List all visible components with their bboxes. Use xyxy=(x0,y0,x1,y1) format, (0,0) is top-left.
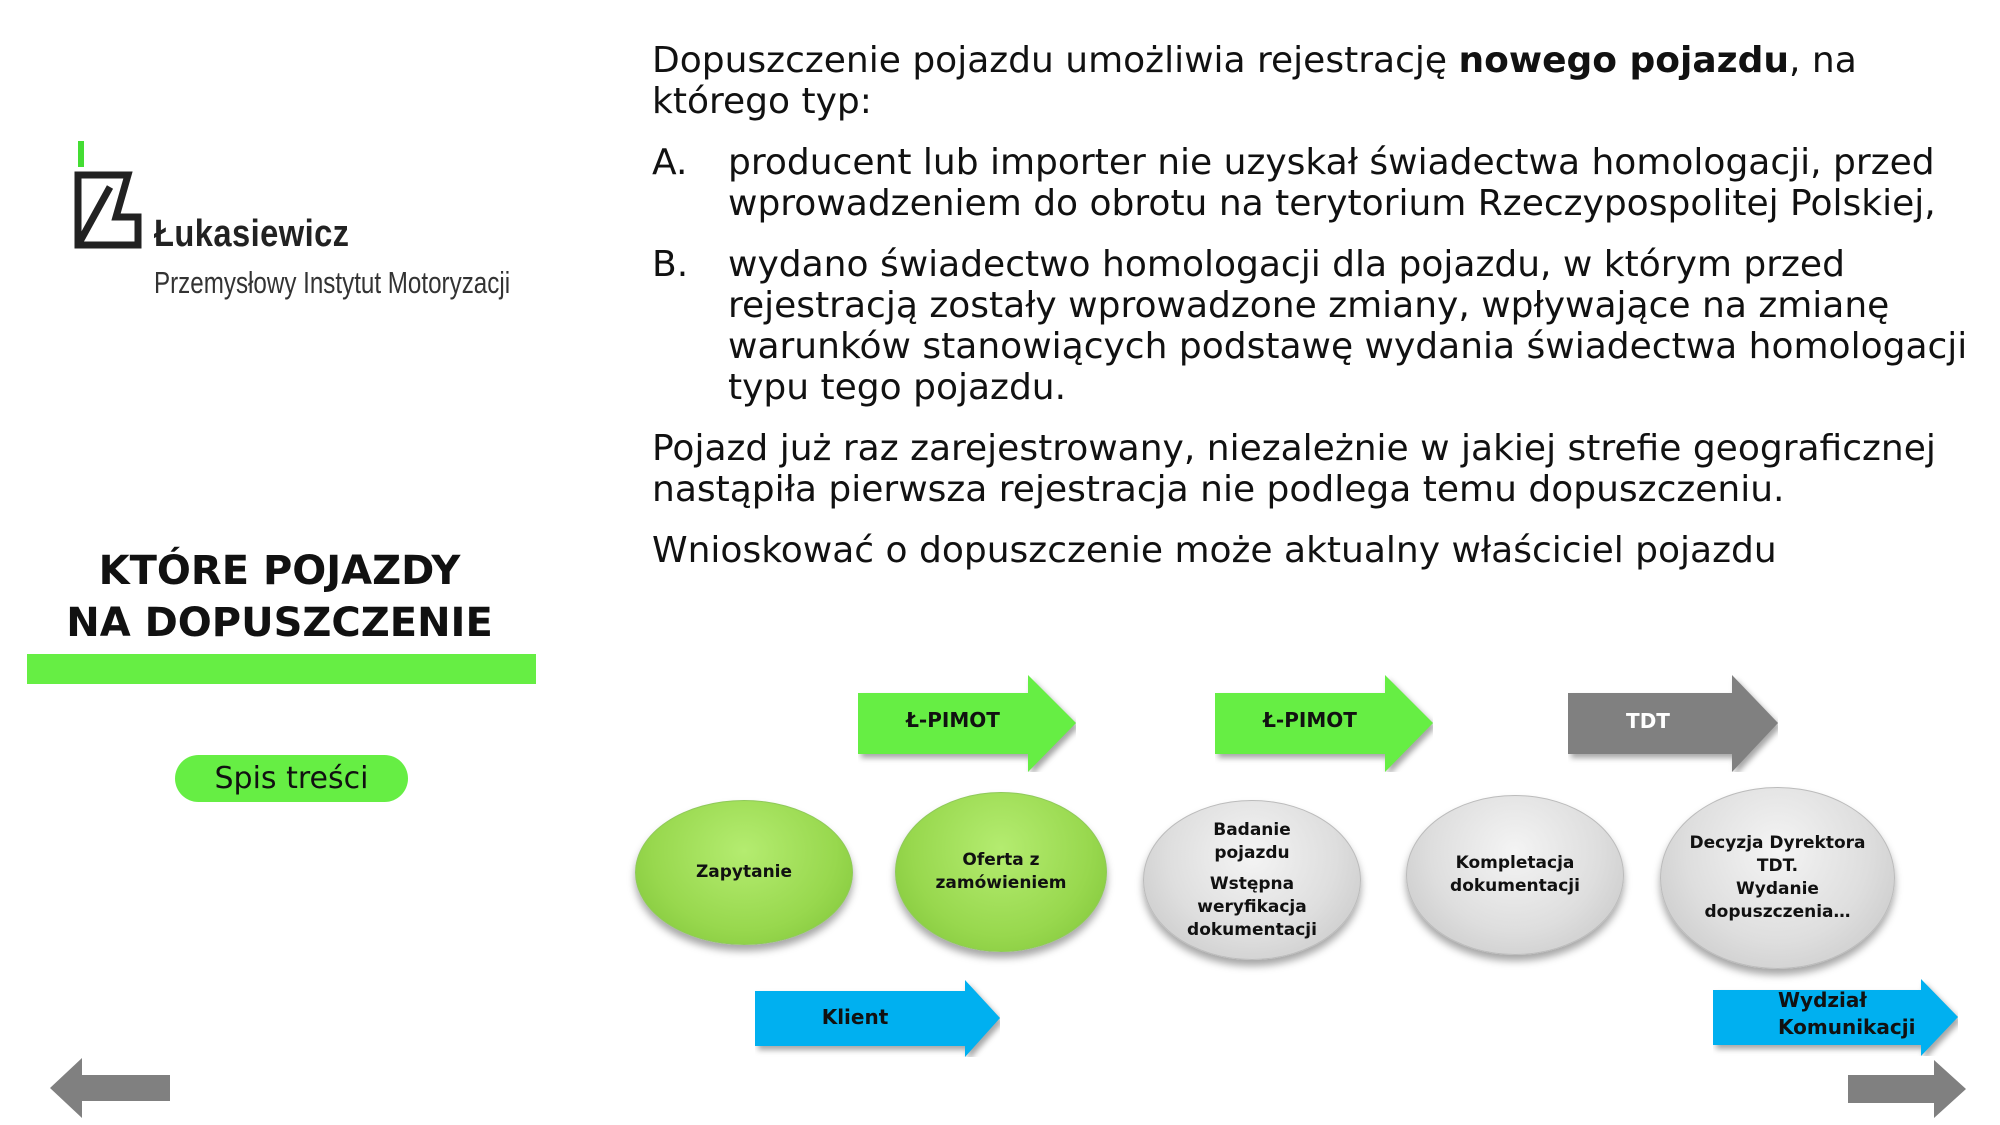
process-step-label: zamówieniem xyxy=(935,873,1067,893)
process-step-label: dokumentacji xyxy=(1450,876,1580,896)
list-item xyxy=(652,142,1972,224)
process-arrow-tdt xyxy=(1568,675,1778,772)
section-title-line1: KTÓRE POJAZDY xyxy=(98,548,461,594)
previous-slide-button[interactable] xyxy=(50,1058,170,1118)
list-item-text: producent lub importer nie uzyskał świadectwa homologacji, przed wprowadzeniem do obrotu na terytorium Rzeczypospolitej Polskiej, xyxy=(728,142,1936,224)
arrow-label: Ł-PIMOT xyxy=(1263,708,1357,732)
process-arrow-client xyxy=(755,980,1000,1057)
arrow-label: Klient xyxy=(821,1005,889,1029)
list-item-marker: A. xyxy=(652,142,688,183)
intro-text-before: Dopuszczenie pojazdu umożliwia rejestrację xyxy=(652,40,1459,81)
arrow-left-icon xyxy=(50,1058,170,1118)
list-item xyxy=(652,244,1972,408)
process-arrow-pimot-2 xyxy=(1215,675,1433,772)
main-text xyxy=(652,40,1972,571)
process-step-label: Kompletacja xyxy=(1455,853,1575,873)
process-step-inquiry xyxy=(635,800,853,945)
list-item-text: wydano świadectwo homologacji dla pojazdu, w którym przed rejestracją zostały wprowadzone zmiany, wpływające na zmianę warunków stanowiących podstawę wydania świadectwa homologacji typu tego pojazdu. xyxy=(728,244,1968,408)
process-step-label: Badanie pojazdu xyxy=(1213,819,1291,863)
process-arrow-pimot-1 xyxy=(858,675,1076,772)
process-step-label: Wydanie dopuszczenia… xyxy=(1704,879,1851,922)
process-step-label: Wstępna weryfikacja dokumentacji xyxy=(1187,873,1317,940)
list-item-marker: B. xyxy=(652,244,689,285)
next-slide-button[interactable] xyxy=(1848,1060,1966,1118)
logo xyxy=(70,135,520,310)
paragraph-applicant: Wnioskować o dopuszczenie może aktualny właściciel pojazdu xyxy=(652,530,1777,571)
process-step-vehicle-test xyxy=(1143,800,1361,960)
logo-mark-icon xyxy=(70,135,150,255)
section-title xyxy=(27,545,532,649)
process-arrow-traffic-department xyxy=(1713,979,1958,1056)
section-title-line2: NA DOPUSZCZENIE xyxy=(66,600,493,646)
arrow-label: Ł-PIMOT xyxy=(906,708,1000,732)
arrow-label: Wydział Komunikacji xyxy=(1778,988,1916,1039)
process-step-label: Zapytanie xyxy=(695,862,793,882)
logo-subtitle: Przemysłowy Instytut Motoryzacji xyxy=(154,265,511,300)
process-step-label: Oferta z xyxy=(962,850,1040,870)
table-of-contents-button[interactable]: Spis treści xyxy=(175,755,408,802)
arrow-right-icon xyxy=(1848,1060,1966,1118)
arrow-label: TDT xyxy=(1626,709,1670,733)
intro-text-after: , na którego typ: xyxy=(652,40,1857,122)
intro-text-bold: nowego pojazdu xyxy=(1458,40,1790,81)
process-step-label: Decyzja Dyrektora TDT. xyxy=(1689,833,1866,876)
process-step-offer xyxy=(895,792,1107,952)
logo-name: Łukasiewicz xyxy=(154,213,350,255)
title-underline-bar xyxy=(27,654,536,684)
process-step-decision xyxy=(1660,787,1895,969)
process-step-documentation xyxy=(1406,795,1624,955)
paragraph-registered-vehicle: Pojazd już raz zarejestrowany, niezależnie w jakiej strefie geograficznej nastąpiła pierwsza rejestracja nie podlega temu dopuszczeniu. xyxy=(652,428,1936,510)
intro-paragraph xyxy=(652,40,1972,122)
